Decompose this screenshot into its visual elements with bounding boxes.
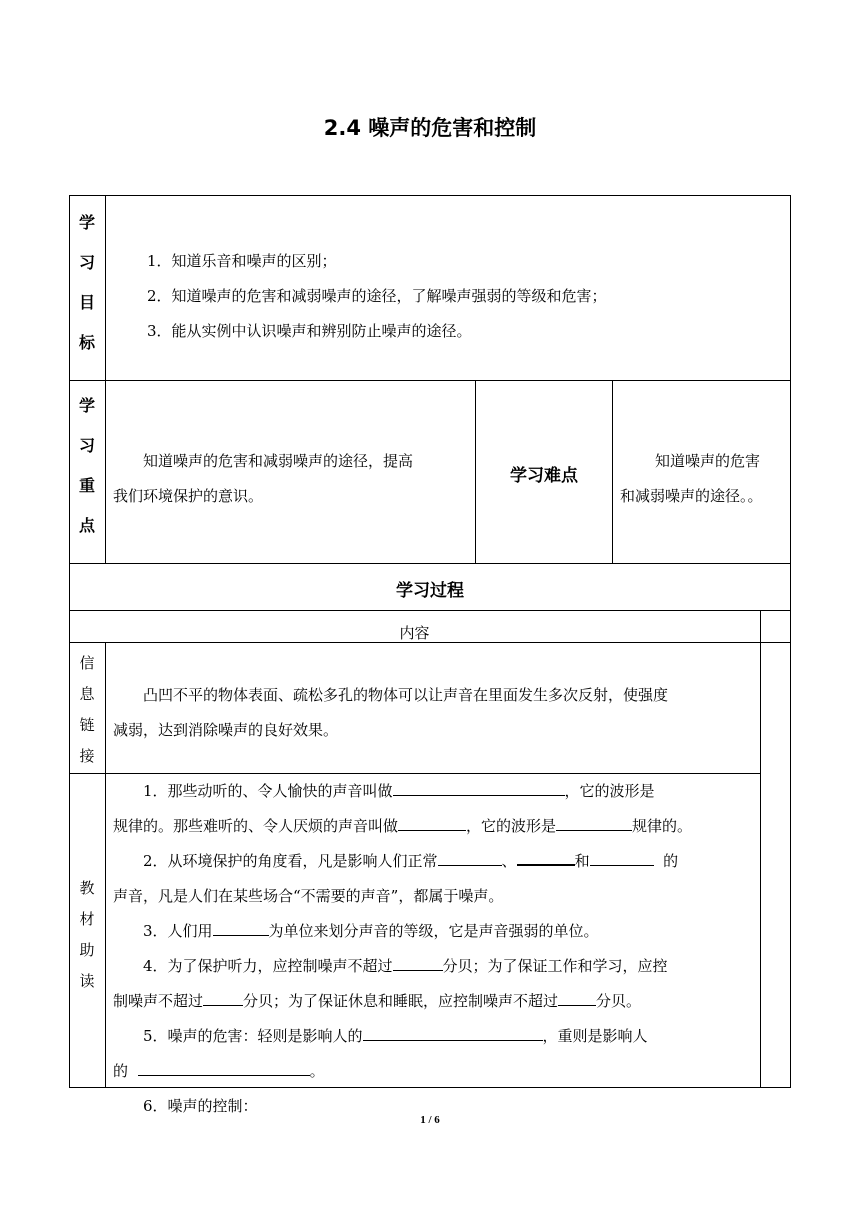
question-1-cont: 规律的。那些难听的、令人厌烦的声音叫做 ，它的波形是 规律的。 — [113, 809, 757, 844]
question-1: 1．那些动听的、令人愉快的声音叫做 ，它的波形是 — [113, 774, 757, 809]
fill-blank[interactable] — [363, 1021, 543, 1041]
fill-blank[interactable] — [213, 916, 269, 936]
question-2: 2．从环境保护的角度看，凡是影响人们正常 、 和 的 — [113, 844, 757, 879]
fill-blank[interactable] — [138, 1056, 310, 1076]
objectives-label: 学 习 目 标 — [78, 213, 95, 352]
fill-blank[interactable] — [203, 986, 243, 1006]
difficulty-text: 知道噪声的危害 和减弱噪声的途径。。 — [620, 452, 763, 505]
question-3: 3．人们用 为单位来划分声音的等级，它是声音强弱的单位。 — [113, 914, 757, 949]
page-title: 2.4 噪声的危害和控制 — [323, 116, 537, 140]
objectives-list — [147, 244, 767, 349]
info-link-text: 凸凹不平的物体表面、疏松多孔的物体可以让声音在里面发生多次反射，使强度 减弱，达到消除噪声的良好效果。 — [113, 686, 669, 739]
info-link-label: 信 息 链 接 — [79, 654, 95, 765]
fill-blank[interactable] — [517, 845, 575, 866]
fill-blank[interactable] — [556, 811, 632, 831]
col-divider — [105, 195, 106, 563]
content-header: 内容 — [399, 624, 430, 642]
col-divider — [105, 642, 106, 1088]
key-points-label: 学 习 重 点 — [78, 396, 95, 535]
reading-questions — [113, 774, 757, 1124]
difficulty-label: 学习难点 — [510, 466, 578, 486]
question-2-cont: 声音，凡是人们在某些场合“不需要的声音”，都属于噪声。 — [113, 887, 504, 905]
reading-label: 教 材 助 读 — [79, 879, 95, 990]
question-5: 5．噪声的危害：轻则是影响人的 ，重则是影响人 — [113, 1019, 757, 1054]
process-heading: 学习过程 — [396, 581, 464, 601]
fill-blank[interactable] — [590, 846, 654, 866]
question-4: 4．为了保护听力，应控制噪声不超过 分贝；为了保证工作和学习，应控 — [113, 949, 757, 984]
objective-item: 1．知道乐音和噪声的区别； — [147, 252, 337, 270]
fill-blank[interactable] — [393, 951, 443, 971]
fill-blank[interactable] — [558, 986, 596, 1006]
fill-blank[interactable] — [398, 811, 466, 831]
key-points-text: 知道噪声的危害和减弱噪声的途径，提高 我们环境保护的意识。 — [113, 452, 414, 505]
row-divider — [69, 380, 791, 381]
question-5-cont: 的 。 — [113, 1054, 757, 1089]
fill-blank[interactable] — [438, 846, 502, 866]
question-4-cont: 制噪声不超过 分贝；为了保证休息和睡眠，应控制噪声不超过 分贝。 — [113, 984, 757, 1019]
objective-item: 2．知道噪声的危害和减弱噪声的途径，了解噪声强弱的等级和危害； — [147, 287, 607, 305]
row-divider — [69, 563, 791, 564]
col-divider — [612, 380, 613, 563]
col-divider — [760, 610, 761, 1088]
fill-blank[interactable] — [393, 776, 565, 796]
question-6: 6．噪声的控制： — [143, 1097, 258, 1115]
objective-item: 3．能从实例中认识噪声和辨别防止噪声的途径。 — [147, 322, 472, 340]
page-number: 1 / 6 — [420, 1114, 440, 1126]
row-divider — [69, 610, 791, 611]
